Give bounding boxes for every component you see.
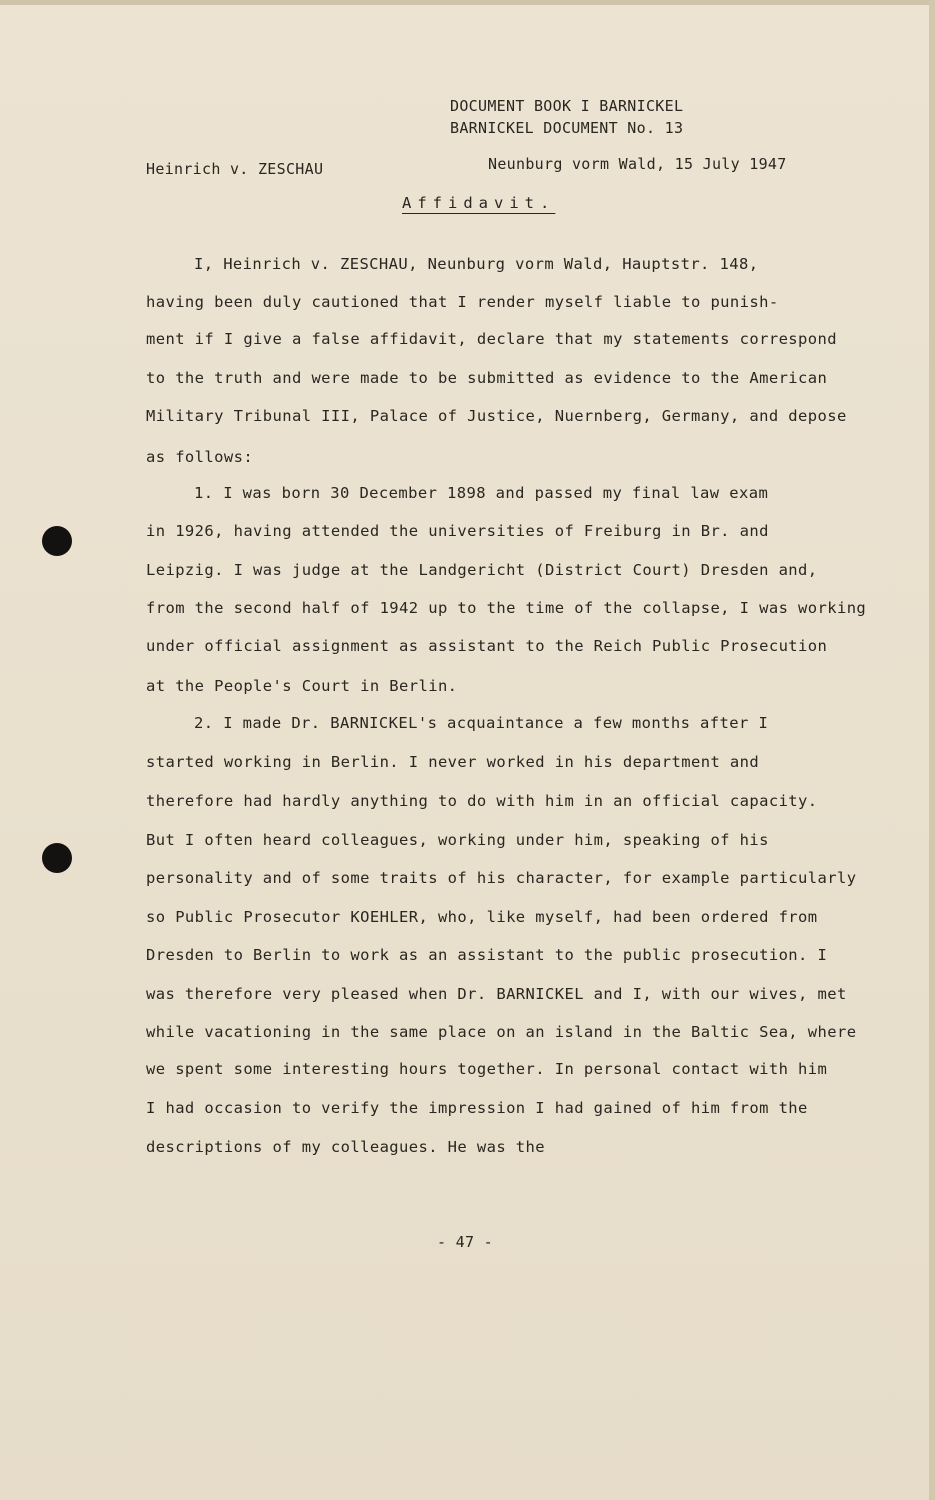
paper-top-edge bbox=[0, 0, 935, 5]
body-line: 2. I made Dr. BARNICKEL's acquaintance a few months after I bbox=[194, 714, 769, 732]
body-line: in 1926, having attended the universities of Freiburg in Br. and bbox=[146, 522, 769, 540]
body-line: having been duly cautioned that I render myself liable to punish- bbox=[146, 293, 779, 311]
document-title: Affidavit. bbox=[402, 194, 556, 212]
body-line: personality and of some traits of his character, for example particularly bbox=[146, 869, 857, 887]
punch-hole-icon bbox=[42, 526, 72, 556]
body-line: 1. I was born 30 December 1898 and passed my final law exam bbox=[194, 484, 769, 502]
affiant-name: Heinrich v. ZESCHAU bbox=[146, 160, 324, 178]
document-book-label: DOCUMENT BOOK I BARNICKEL bbox=[450, 97, 684, 115]
document-number-label: BARNICKEL DOCUMENT No. 13 bbox=[450, 119, 684, 137]
body-line: so Public Prosecutor KOEHLER, who, like myself, had been ordered from bbox=[146, 908, 818, 926]
punch-hole-icon bbox=[42, 843, 72, 873]
body-line: I, Heinrich v. ZESCHAU, Neunburg vorm Wald, Hauptstr. 148, bbox=[194, 255, 759, 273]
paper-right-edge bbox=[929, 0, 935, 1500]
page-number: - 47 - bbox=[437, 1233, 493, 1251]
body-line: at the People's Court in Berlin. bbox=[146, 677, 458, 695]
body-line: But I often heard colleagues, working under him, speaking of his bbox=[146, 831, 769, 849]
body-line: was therefore very pleased when Dr. BARNICKEL and I, with our wives, met bbox=[146, 985, 847, 1003]
body-line: to the truth and were made to be submitted as evidence to the American bbox=[146, 369, 828, 387]
body-line: as follows: bbox=[146, 448, 254, 466]
body-line: started working in Berlin. I never worked in his department and bbox=[146, 753, 760, 771]
body-line: while vacationing in the same place on an island in the Baltic Sea, where bbox=[146, 1023, 857, 1041]
body-line: from the second half of 1942 up to the time of the collapse, I was working bbox=[146, 599, 867, 617]
body-line: therefore had hardly anything to do with him in an official capacity. bbox=[146, 792, 818, 810]
body-line: we spent some interesting hours together. In personal contact with him bbox=[146, 1060, 828, 1078]
body-line: Leipzig. I was judge at the Landgericht (District Court) Dresden and, bbox=[146, 561, 818, 579]
body-line: Military Tribunal III, Palace of Justice, Nuernberg, Germany, and depose bbox=[146, 407, 847, 425]
body-line: ment if I give a false affidavit, declare that my statements correspond bbox=[146, 330, 837, 348]
body-line: under official assignment as assistant to the Reich Public Prosecution bbox=[146, 637, 828, 655]
body-line: I had occasion to verify the impression I had gained of him from the bbox=[146, 1099, 808, 1117]
body-line: descriptions of my colleagues. He was the bbox=[146, 1138, 546, 1156]
body-line: Dresden to Berlin to work as an assistant to the public prosecution. I bbox=[146, 946, 828, 964]
place-date: Neunburg vorm Wald, 15 July 1947 bbox=[488, 155, 787, 173]
